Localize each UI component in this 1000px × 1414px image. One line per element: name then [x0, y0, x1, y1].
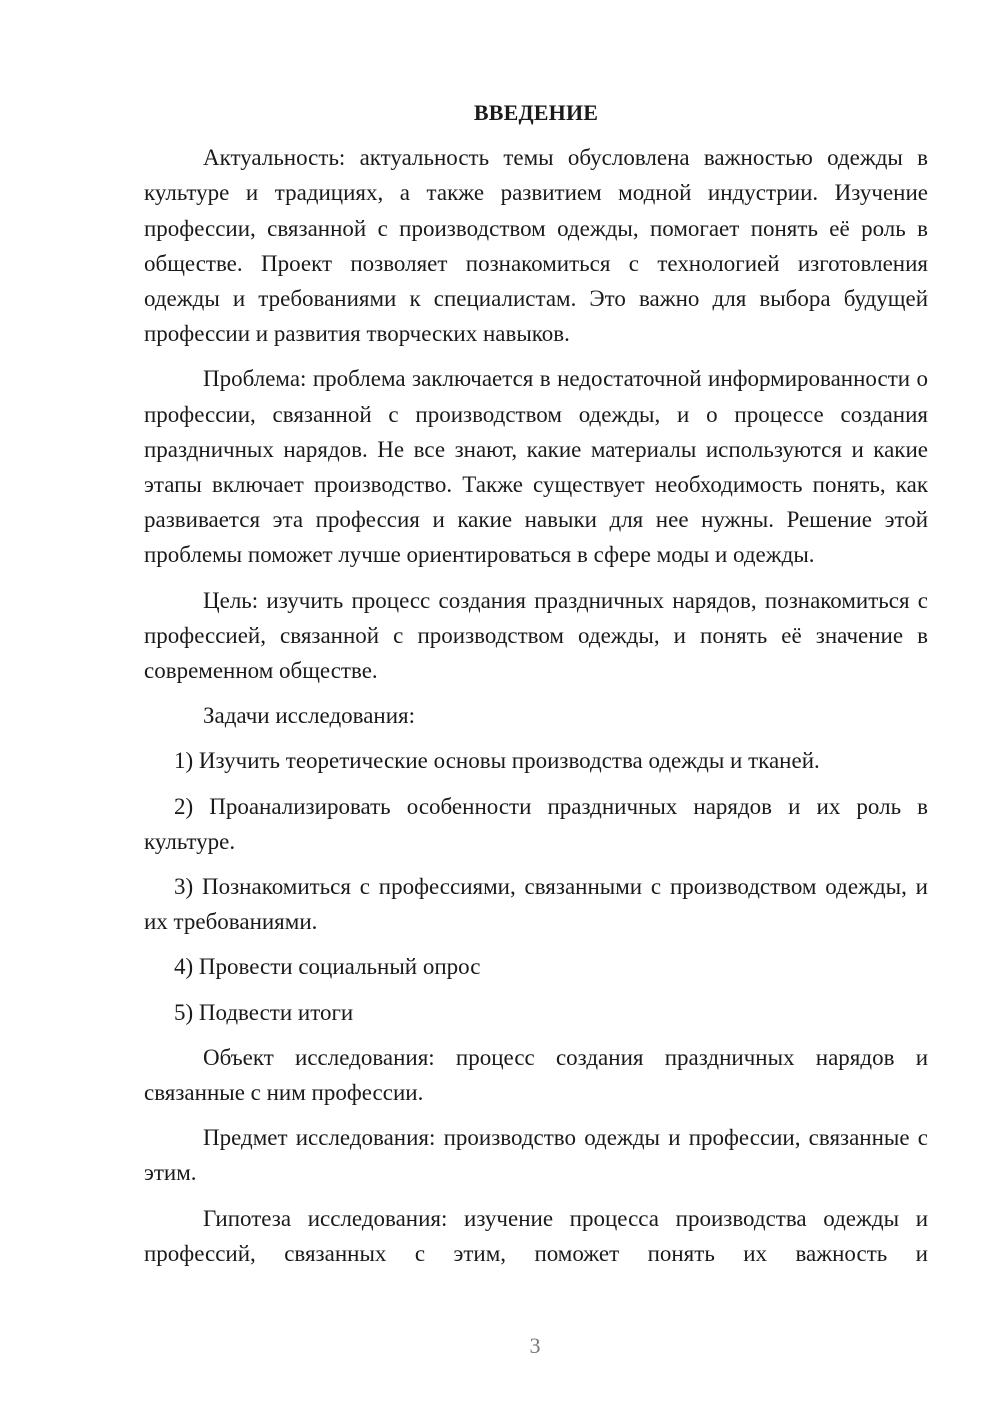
subject-paragraph: Предмет исследования: производство одежды и профессии, связанные с этим. [144, 1125, 928, 1186]
section-title: ВВЕДЕНИЕ [473, 100, 599, 125]
task-item-3: 3) Познакомиться с профессиями, связанными с производством одежды, и их требованиями. [144, 874, 928, 935]
document-body [144, 95, 928, 1281]
task-item-5: 5) Подвести итоги [174, 999, 354, 1025]
hypothesis-paragraph: Гипотеза исследования: изучение процесса производства одежды и профессий, связанных с этим, поможет понять их важность и [144, 1205, 928, 1266]
object-paragraph: Объект исследования: процесс создания праздничных нарядов и связанные с ним профессии. [144, 1044, 928, 1106]
task-item-2: 2) Проанализировать особенности праздничных нарядов и их роль в культуре. [144, 793, 928, 854]
page-number: 3 [529, 1333, 541, 1358]
tasks-heading: Задачи исследования: [203, 703, 416, 729]
problem-paragraph: Проблема: проблема заключается в недостаточной информированности о профессии, связанной с производством одежды, и о процессе создания праздничных нарядов. Не все знают, какие материалы используются и какие этапы включает производство. Также существует необходимость понять, как развивается эта профессия и какие навыки для нее нужны. Решение этой проблемы поможет лучше ориентироваться в сфере моды и одежды. [144, 366, 928, 568]
task-item-4: 4) Провести социальный опрос [174, 954, 481, 980]
goal-paragraph: Цель: изучить процесс создания праздничных нарядов, познакомиться с профессией, связанной с производством одежды, и понять её значение в современном обществе. [144, 587, 928, 684]
relevance-paragraph: Актуальность: актуальность темы обусловлена важностью одежды в культуре и традициях, а также развитием модной индустрии. Изучение профессии, связанной с производством одежды, помогает понять её роль в обществе. Проект позволяет познакомиться с технологией изготовления одежды и требованиями к специалистам. Это важно для выбора будущей профессии и развития творческих навыков. [144, 145, 928, 347]
task-item-1: 1) Изучить теоретические основы производства одежды и тканей. [174, 748, 820, 774]
